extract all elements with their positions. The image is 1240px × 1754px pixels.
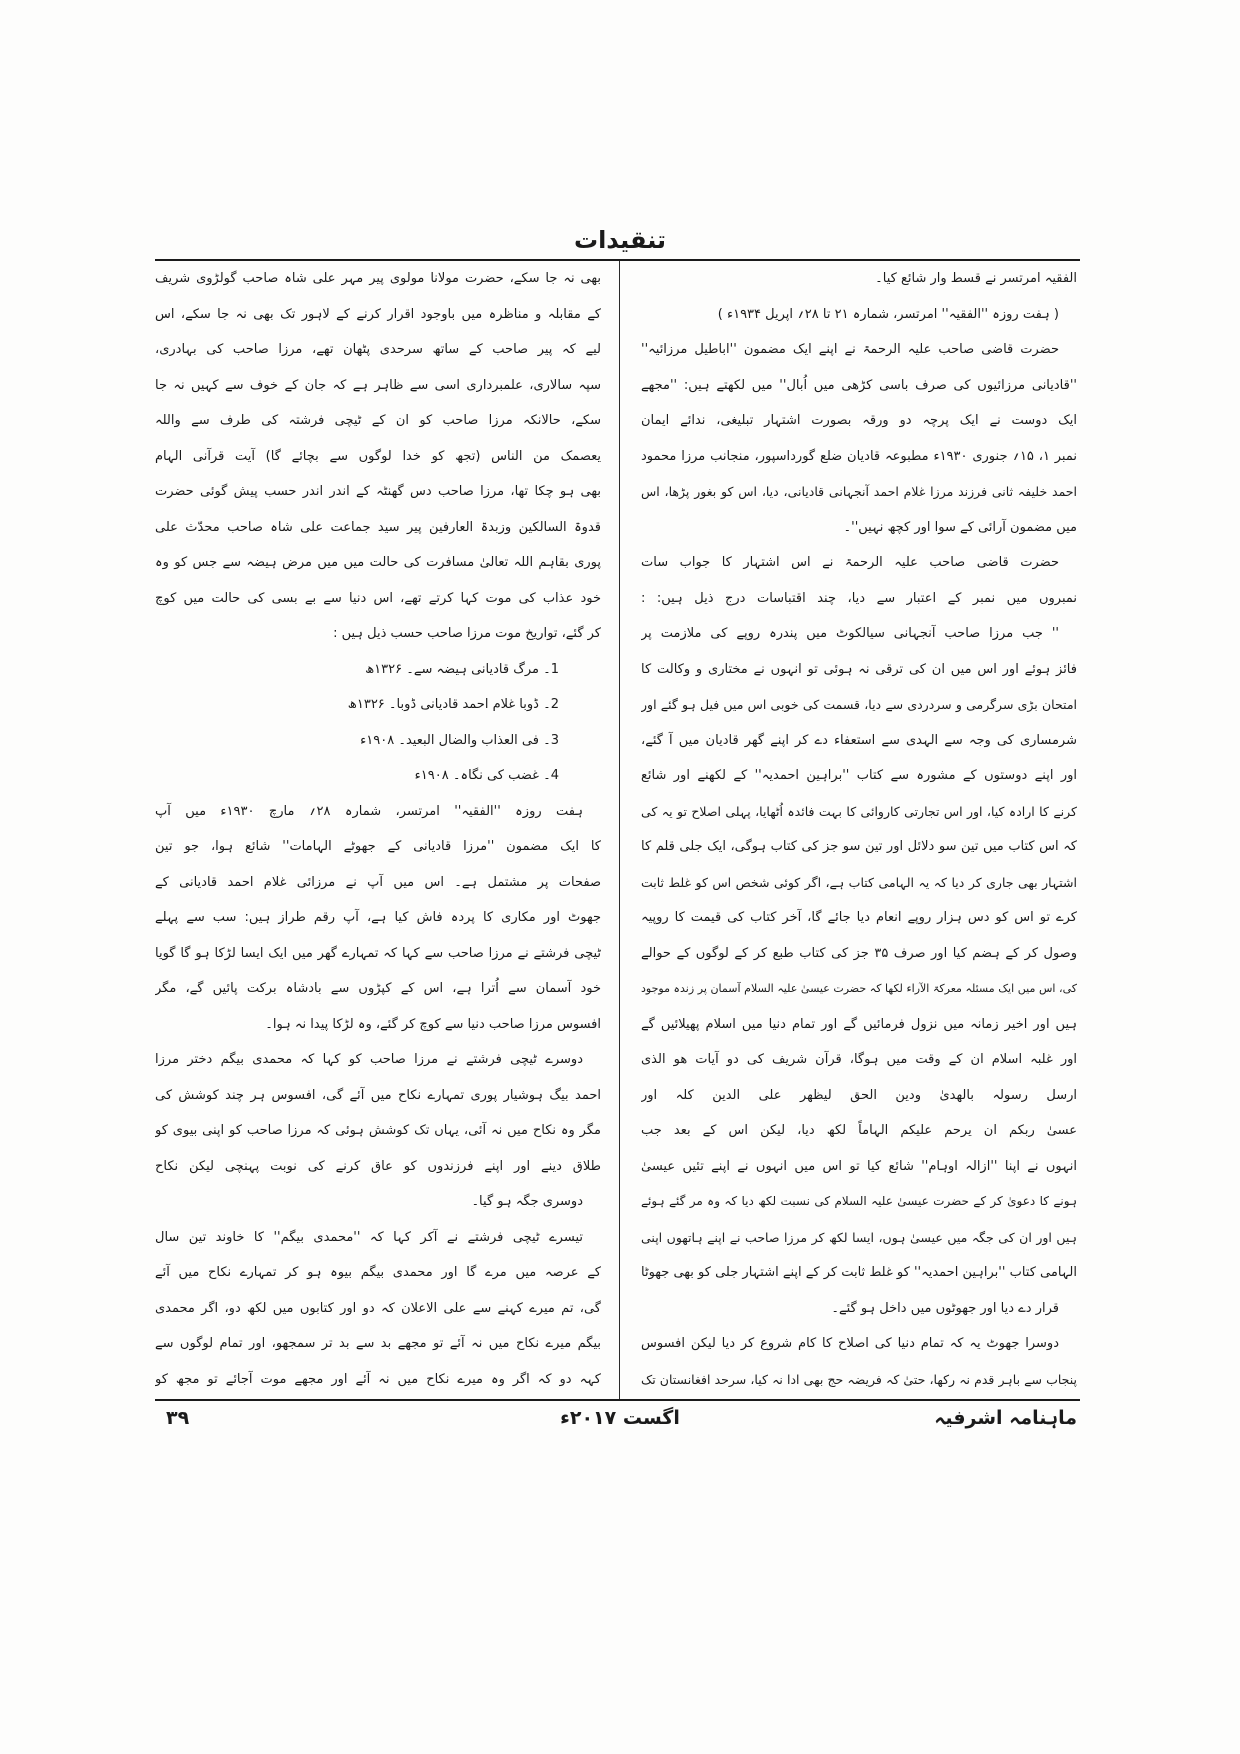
text-line: نمبر ۱، ۱۵؍ جنوری ۱۹۳۰ء مطبوعہ قادیان ضلع گورداسپور، منجانب مرزا محمود (641, 448, 1077, 464)
text-line: پنجاب سے باہر قدم نہ رکھا، حتیٰ کہ فریضہ حج بھی ادا نہ کیا، سرحد افغانستان تک (641, 1371, 1077, 1387)
list-item: 3۔ فی العذاب والضال البعید۔ ۱۹۰۸ء (360, 732, 559, 748)
text-line: دوسرے ٹیچی فرشتے نے مرزا صاحب کو کہا کہ محمدی بیگم دختر مرزا (155, 1052, 583, 1067)
text-line: لیے کہ پیر صاحب کے ساتھ سرحدی پٹھان تھے، مرزا صاحب کی بہادری، (155, 342, 601, 357)
text-line: دوسرا جھوٹ یہ کہ تمام دنیا کی اصلاح کا کام شروع کر دیا لیکن افسوس (641, 1336, 1059, 1351)
text-line: تیسرے ٹیچی فرشتے نے آکر کہا کہ ''محمدی بیگم'' کا خاوند تین سال (155, 1229, 583, 1245)
page-number: ۳۹ (166, 1407, 190, 1429)
text-line: ہونے کا دعویٰ کر کے حضرت عیسیٰ علیہ السلام کی نسبت لکھ دیا کہ وہ مر گئے ہوئے (641, 1194, 1077, 1208)
text-line: اور غلبہ اسلام ان کے وقت میں ہوگا، قرآن شریف کی دو آیات ھو الذی (641, 1052, 1077, 1067)
left-column (155, 261, 601, 1397)
text-line: کی، اس میں ایک مسئلہ معرکۃ الآراء لکھا کہ حضرت عیسیٰ علیہ السلام آسمان پر زندہ موجود (641, 982, 1077, 995)
text-line: مگر وہ نکاح میں نہ آئی، یہاں تک کوشش ہوئی کہ مرزا صاحب کو اپنی بیوی کو (155, 1123, 601, 1138)
magazine-name: ماہنامہ اشرفیہ (934, 1407, 1077, 1429)
text-line: حضرت قاضی صاحب علیہ الرحمۃ نے اپنے ایک مضمون ''اباطیل مرزائیہ'' (641, 342, 1059, 357)
text-line: ( ہفت روزہ ''الفقیہ'' امرتسر، شمارہ ۲۱ تا ۲۸؍ اپریل ۱۹۳۴ء ) (717, 306, 1059, 322)
text-line: حضرت قاضی صاحب علیہ الرحمۃ نے اس اشتہار کا جواب سات (641, 555, 1059, 570)
text-line: شرمساری کی وجہ سے الہدی سے استعفاء دے کر اپنے گھر قادیان میں آ گئے، (641, 732, 1077, 748)
text-line: صفحات پر مشتمل ہے۔ اس میں آپ نے مرزائی غلام احمد قادیانی کے (155, 874, 601, 890)
text-line: جھوٹ اور مکاری کا پردہ فاش کیا ہے، آپ رقم طراز ہیں: سب سے پہلے (155, 910, 601, 925)
column-divider (619, 261, 620, 1399)
text-line: گی، تم میرے کہنے سے علی الاعلان کہ دو اور کتابوں میں لکھ دو، اگر محمدی (155, 1300, 601, 1316)
list-item: 4۔ غضب کی نگاہ۔ ۱۹۰۸ء (414, 768, 559, 783)
text-line: بیگم میرے نکاح میں نہ آئے تو مجھے بد سے بد تر سمجھو، اور تمام لوگوں سے (155, 1336, 601, 1351)
text-line: کہ اس کتاب میں تین سو دلائل اور تین سو جز کی کتاب ہوگی، ایک جلی قلم کا (641, 839, 1077, 854)
text-line: قرار دے دیا اور جھوٹوں میں داخل ہو گئے۔ (831, 1300, 1059, 1316)
text-line: ٹیچی فرشتے نے مرزا صاحب سے کہا کہ تمہارے گھر میں ایک ایسا لڑکا ہو گا گویا (155, 945, 601, 961)
text-line: '' جب مرزا صاحب آنجہانی سیالکوٹ میں پندرہ روپے کی ملازمت پر (641, 626, 1059, 641)
text-line: فائز ہوئے اور اس میں ان کی ترقی نہ ہوئی تو انہوں نے مختاری و وکالت کا (641, 661, 1077, 677)
text-line: یعصمک من الناس (تجھ کو خدا لوگوں سے بچائے گا) آیت قرآنی الہام (155, 448, 601, 464)
list-item: 2۔ ڈوبا غلام احمد قادیانی ڈوبا۔ ۱۳۲۶ھ (347, 697, 559, 712)
text-line: خود آسمان سے اُترا ہے، اس کے کپڑوں سے بادشاہ برکت پائیں گے، مگر (155, 981, 601, 996)
text-line: احمد بیگ ہوشیار پوری تمہارے نکاح میں آئے گی، افسوس ہر چند کوشش کی (155, 1087, 601, 1103)
text-line: الفقیہ امرتسر نے قسط وار شائع کیا۔ (875, 271, 1077, 286)
text-line: عسیٰ ربکم ان یرحم علیکم الہاماً لکھ دیا، لیکن اس کے بعد جب (641, 1123, 1077, 1138)
text-line: ایک دوست نے ایک پرچہ دو ورقہ بصورت اشتہار تبلیغی، ندائے ایمان (641, 413, 1077, 428)
text-line: ہیں اور ان کی جگہ میں عیسیٰ ہوں، ایسا لکھ کر مرزا صاحب نے اپنے ہاتھوں اپنی (641, 1229, 1077, 1245)
text-line: میں مضمون آرائی کے سوا اور کچھ نہیں''۔ (843, 519, 1077, 535)
text-line: کہہ دو کہ اگر وہ میرے نکاح میں نہ آئے اور مجھے موت آجائے تو مجھ کو (155, 1371, 601, 1387)
text-line: امتحان بڑی سرگرمی و سردردی سے دیا، قسمت کی خوبی اس میں فیل ہو گئے اور (641, 697, 1077, 712)
text-line: افسوس مرزا صاحب دنیا سے کوچ کر گئے، وہ لڑکا پیدا نہ ہوا۔ (265, 1016, 601, 1032)
text-line: کر گئے، تواریخ موت مرزا صاحب حسب ذیل ہیں : (333, 626, 601, 641)
text-line: پوری بقاہم اللہ تعالیٰ مسافرت کی حالت میں میں مرض ہیضہ سے جس کو وہ (155, 555, 601, 570)
text-line: ہفت روزہ ''الفقیہ'' امرتسر، شمارہ ۲۸؍ مارچ ۱۹۳۰ء میں آپ (155, 803, 583, 819)
text-line: دوسری جگہ ہو گیا۔ (471, 1194, 583, 1209)
text-line: کا ایک مضمون ''مرزا قادیانی کے جھوٹے الہامات'' شائع ہوا، جو تین (155, 839, 601, 854)
issue-date: اگست ۲۰۱۷ء (560, 1407, 680, 1429)
text-line: اور اپنے دوستوں کے مشورہ سے کتاب ''براہین احمدیہ'' کے لکھنے اور شائع (641, 768, 1077, 783)
text-line: ''قادیانی مرزائیوں کی صرف باسی کڑھی میں اُبال'' میں لکھتے ہیں: ''مجھے (641, 377, 1077, 393)
text-line: وصول کر کے ہضم کیا اور صرف ۳۵ جز کی کتاب طبع کر کے لوگوں کے حوالے (641, 945, 1077, 961)
text-line: کرنے کا ارادہ کیا، اور اس تجارتی کاروائی کا بہت فائدہ اُٹھایا، پہلی اصلاح تو یہ کی (641, 803, 1077, 819)
text-line: کرے تو اس کو دس ہزار روپے انعام دیا جائے گا، آخر کتاب کی قیمت کا روپیہ (641, 910, 1077, 925)
text-line: احمد خلیفہ ثانی فرزند مرزا غلام احمد آنجہانی قادیانی، دیا، اس کو بغور پڑھا، اس (641, 484, 1077, 499)
text-line: ہیں اور اخیر زمانہ میں نزول فرمائیں گے اور تمام دنیا میں اسلام پھیلائیں گے (641, 1016, 1077, 1032)
text-line: طلاق دینے اور اپنے فرزندوں کو عاق کرنے کی نوبت پہنچی لیکن نکاح (155, 1158, 601, 1174)
text-line: بھی ہو چکا تھا، مرزا صاحب دس گھنٹہ کے اندر اندر حسب پیش گوئی حضرت (155, 484, 601, 499)
text-line: انہوں نے اپنا ''ازالہ اوہام'' شائع کیا تو اس میں انہوں نے اپنے تئیں عیسیٰ (641, 1158, 1077, 1174)
text-line: سپہ سالاری، علمبرداری اسی سے ظاہر ہے کہ جان کے خوف سے کہیں نہ جا (155, 377, 601, 393)
text-line: نمبروں میں نمبر کے اعتبار سے دیا، چند اقتباسات درج ذیل ہیں: : (641, 590, 1077, 606)
section-title: تنقیدات (573, 226, 667, 254)
text-line: خود عذاب کی موت کہا کرتے تھے، اس دنیا سے بے بسی کی حالت میں کوچ (155, 590, 601, 606)
text-line: اشتہار بھی جاری کر دیا کہ یہ الہامی کتاب ہے، اگر کوئی شخص اس کو غلط ثابت (641, 874, 1077, 890)
list-item: 1۔ مرگ قادیانی ہیضہ سے۔ ۱۳۲۶ھ (365, 661, 559, 677)
text-line: ارسل رسولہ بالھدیٰ ودین الحق لیظھر علی الدین کلہ اور (641, 1087, 1077, 1103)
footer-rule (155, 1399, 1080, 1401)
right-column (641, 261, 1077, 1397)
text-line: قدوۃ السالکین وزبدۃ العارفین پیر سید جماعت علی شاہ صاحب محدّث علی (155, 519, 601, 535)
text-line: سکے، حالانکہ مرزا صاحب کو ان کے ٹیچی فرشتہ کی طرف سے واللہ (155, 413, 601, 428)
text-line: کے مقابلہ و مناظرہ میں باوجود اقرار کرنے کے لاہور تک بھی نہ جا سکے، اس (155, 306, 601, 322)
text-line: بھی نہ جا سکے، حضرت مولانا مولوی پیر مہر علی شاہ صاحب گولڑوی شریف (155, 271, 601, 286)
text-line: الہامی کتاب ''براہین احمدیہ'' کو غلط ثابت کر کے اپنے اشتہار جلی کو بھی جھوٹا (641, 1265, 1077, 1280)
text-line: کے عرصہ میں مرے گا اور محمدی بیگم بیوہ ہو کر تمہارے نکاح میں آئے (155, 1265, 601, 1280)
